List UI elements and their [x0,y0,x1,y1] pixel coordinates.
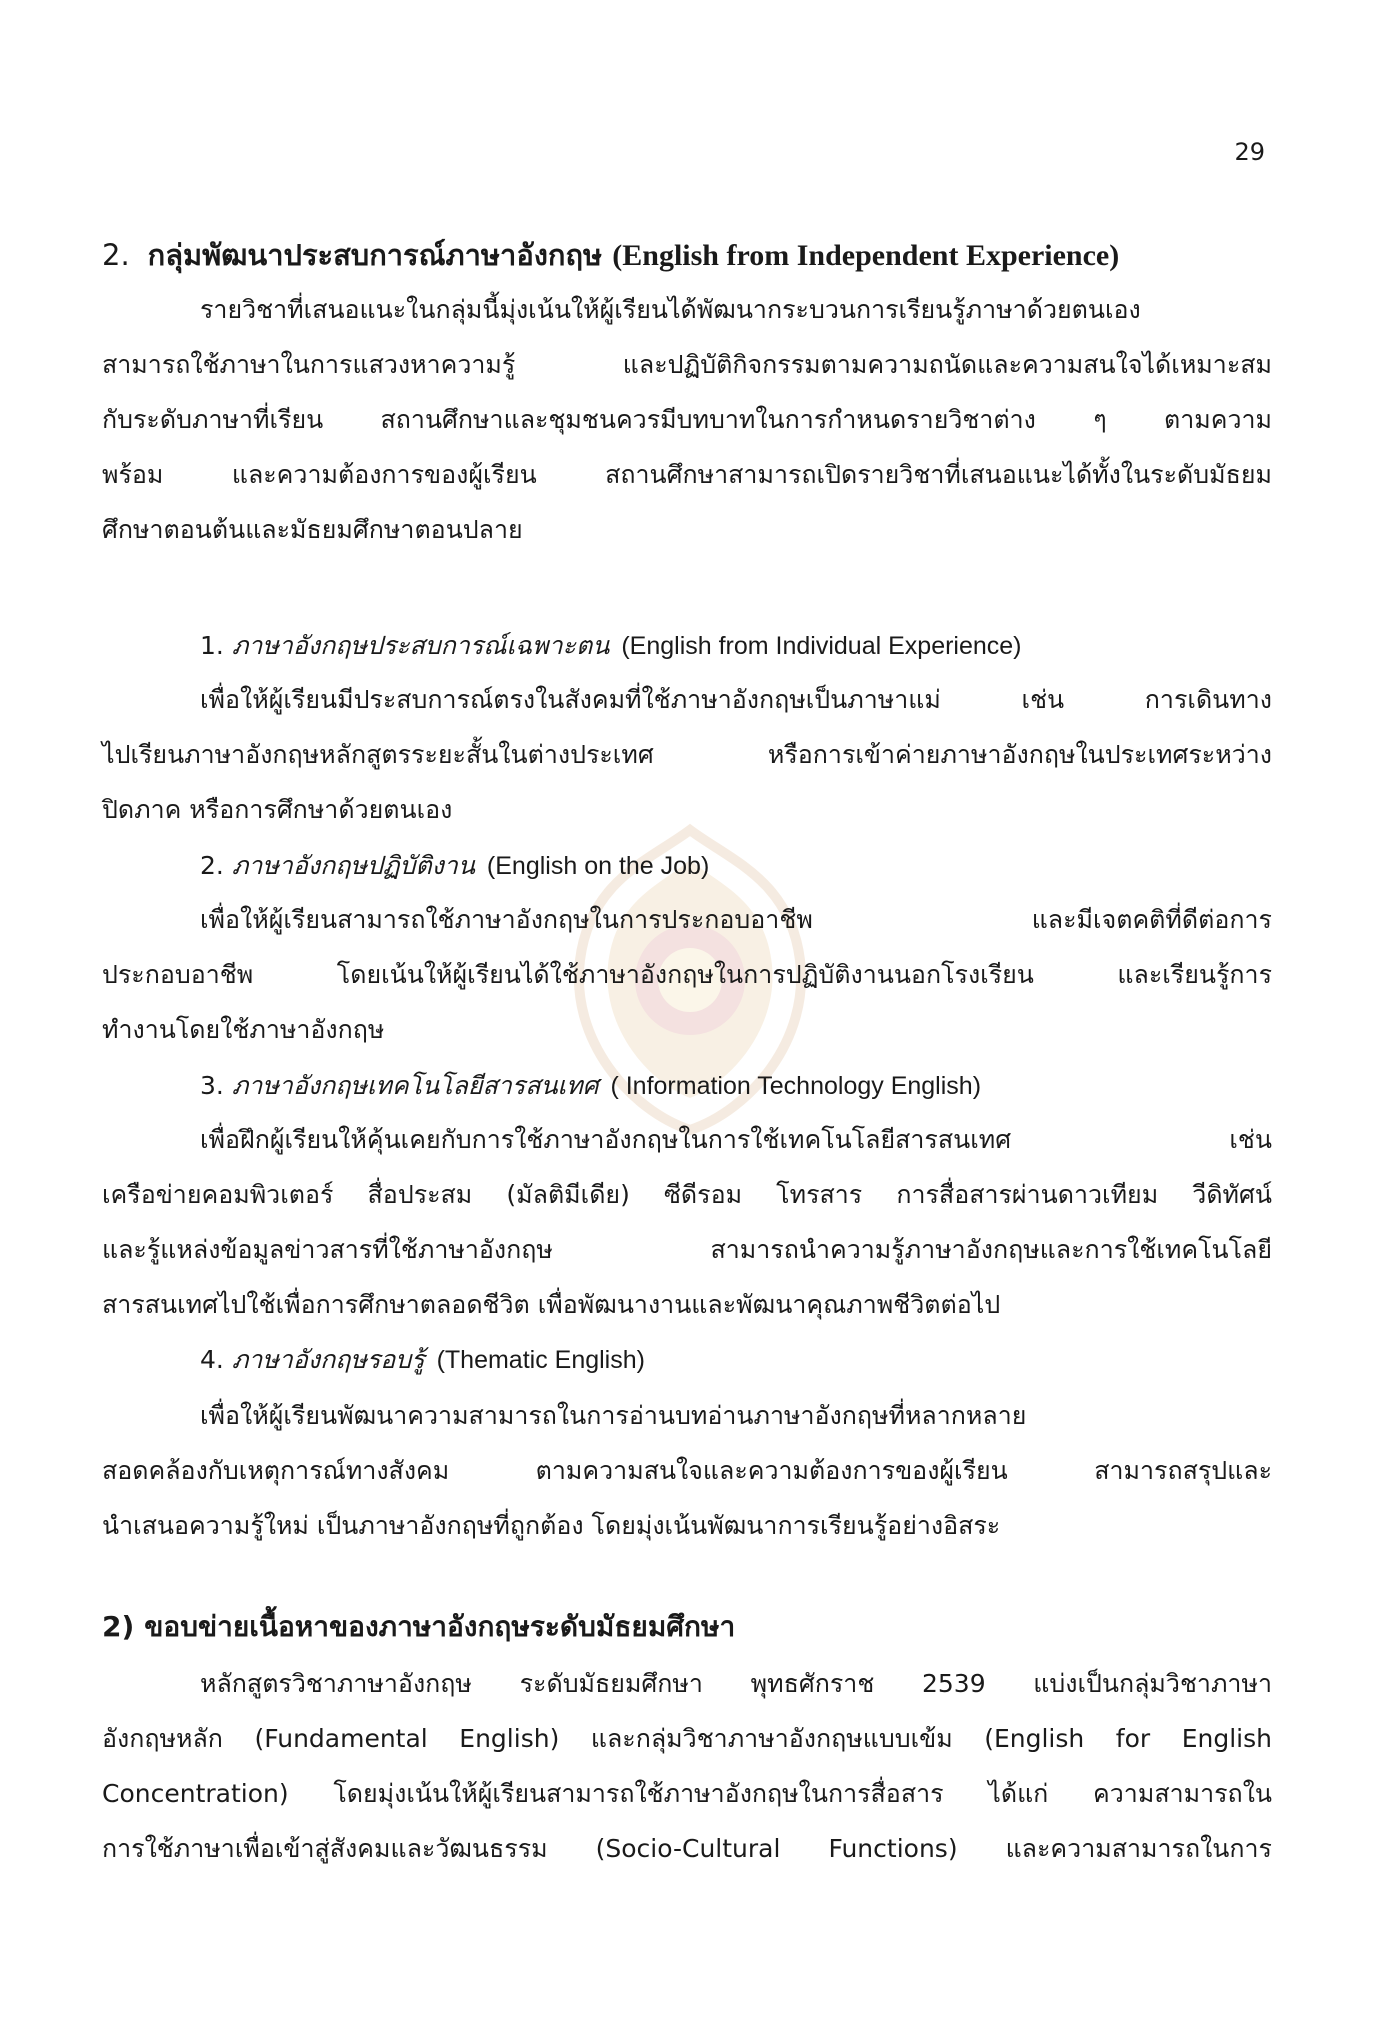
paragraph-line: และรู้แหล่งข้อมูลข่าวสารที่ใช้ภาษาอังกฤษ สามารถนำความรู้ภาษาอังกฤษและการใช้เทคโนโลยี [102,1235,1272,1264]
item-paragraph [102,1112,1272,1332]
item-paragraph [102,892,1272,1057]
item-number: 1. [200,631,224,660]
paragraph-line: ศึกษาตอนต้นและมัธยมศึกษาตอนปลาย [102,515,523,544]
paragraph-line: ประกอบอาชีพ โดยเน้นให้ผู้เรียนได้ใช้ภาษาอังกฤษในการปฏิบัติงานนอกโรงเรียน และเรียนรู้การ [102,960,1272,989]
item-paragraph [102,1388,1272,1553]
section-paragraph [102,282,1272,557]
page-number: 29 [1234,138,1265,166]
item-number: 3. [200,1071,224,1100]
paragraph-line: ทำงานโดยใช้ภาษาอังกฤษ [102,1015,385,1044]
paragraph-line: สารสนเทศไปใช้เพื่อการศึกษาตลอดชีวิต เพื่อพัฒนางานและพัฒนาคุณภาพชีวิตต่อไป [102,1290,1001,1319]
paragraph-line: ไปเรียนภาษาอังกฤษหลักสูตรระยะสั้นในต่างประเทศ หรือการเข้าค่ายภาษาอังกฤษในประเทศระหว่าง [102,740,1272,769]
paragraph-line: สอดคล้องกับเหตุการณ์ทางสังคม ตามความสนใจและความต้องการของผู้เรียน สามารถสรุปและ [102,1456,1272,1485]
subsection-number: 2) [102,1610,135,1643]
item-number: 4. [200,1345,224,1374]
section-title-th: กลุ่มพัฒนาประสบการณ์ภาษาอังกฤษ [147,238,603,272]
item-heading [200,1340,645,1380]
paragraph-line: เพื่อให้ผู้เรียนพัฒนาความสามารถในการอ่านบทอ่านภาษาอังกฤษที่หลากหลาย [200,1401,1027,1430]
item-title-th: ภาษาอังกฤษเทคโนโลยีสารสนเทศ [231,1071,599,1100]
item-title-en: (English on the Job) [486,852,710,880]
item-title-en: (Thematic English) [436,1346,645,1374]
paragraph-line: รายวิชาที่เสนอแนะในกลุ่มนี้มุ่งเน้นให้ผู้เรียนได้พัฒนากระบวนการเรียนรู้ภาษาด้วยตนเอง [200,295,1141,324]
section-heading [102,232,1272,278]
paragraph-line: หลักสูตรวิชาภาษาอังกฤษ ระดับมัธยมศึกษา พุทธศักราช 2539 แบ่งเป็นกลุ่มวิชาภาษา [200,1669,1272,1698]
paragraph-line: เครือข่ายคอมพิวเตอร์ สื่อประสม (มัลติมีเดีย) ซีดีรอม โทรสาร การสื่อสารผ่านดาวเทียม วีดิทัศน์ [102,1180,1272,1209]
paragraph-line: พร้อม และความต้องการของผู้เรียน สถานศึกษาสามารถเปิดรายวิชาที่เสนอแนะได้ทั้งในระดับมัธยม [102,460,1272,489]
paragraph-line: เพื่อฝึกผู้เรียนให้คุ้นเคยกับการใช้ภาษาอังกฤษในการใช้เทคโนโลยีสารสนเทศ เช่น [200,1125,1272,1154]
subsection-paragraph [102,1656,1272,1876]
item-title-en: (English from Individual Experience) [621,632,1022,660]
subsection-heading [102,1605,1272,1649]
item-title-en: ( Information Technology English) [610,1072,982,1100]
item-heading [200,1066,981,1106]
item-title-th: ภาษาอังกฤษประสบการณ์เฉพาะตน [231,631,610,660]
paragraph-line: เพื่อให้ผู้เรียนสามารถใช้ภาษาอังกฤษในการประกอบอาชีพ และมีเจตคติที่ดีต่อการ [200,905,1272,934]
subsection-title: ขอบข่ายเนื้อหาของภาษาอังกฤษระดับมัธยมศึกษา [144,1610,736,1643]
section-title-en: (English from Independent Experience) [612,239,1120,272]
item-heading [200,846,709,886]
section-number: 2. [102,238,130,272]
paragraph-line: เพื่อให้ผู้เรียนมีประสบการณ์ตรงในสังคมที่ใช้ภาษาอังกฤษเป็นภาษาแม่ เช่น การเดินทาง [200,685,1272,714]
item-title-th: ภาษาอังกฤษรอบรู้ [231,1345,425,1374]
paragraph-line: สามารถใช้ภาษาในการแสวงหาความรู้ และปฏิบัติกิจกรรมตามความถนัดและความสนใจได้เหมาะสม [102,350,1272,379]
item-title-th: ภาษาอังกฤษปฏิบัติงาน [231,851,475,880]
paragraph-line: อังกฤษหลัก (Fundamental English) และกลุ่มวิชาภาษาอังกฤษแบบเข้ม (English for English [102,1724,1272,1753]
item-paragraph [102,672,1272,837]
item-number: 2. [200,851,224,880]
paragraph-line: นำเสนอความรู้ใหม่ เป็นภาษาอังกฤษที่ถูกต้อง โดยมุ่งเน้นพัฒนาการเรียนรู้อย่างอิสระ [102,1511,1001,1540]
paragraph-line: ปิดภาค หรือการศึกษาด้วยตนเอง [102,795,453,824]
paragraph-line: การใช้ภาษาเพื่อเข้าสู่สังคมและวัฒนธรรม (Socio-Cultural Functions) และความสามารถในการ [102,1834,1272,1863]
paragraph-line: Concentration) โดยมุ่งเน้นให้ผู้เรียนสามารถใช้ภาษาอังกฤษในการสื่อสาร ได้แก่ ความสามารถใน [102,1779,1272,1808]
paragraph-line: กับระดับภาษาที่เรียน สถานศึกษาและชุมชนควรมีบทบาทในการกำหนดรายวิชาต่าง ๆ ตามความ [102,405,1272,434]
item-heading [200,626,1022,666]
